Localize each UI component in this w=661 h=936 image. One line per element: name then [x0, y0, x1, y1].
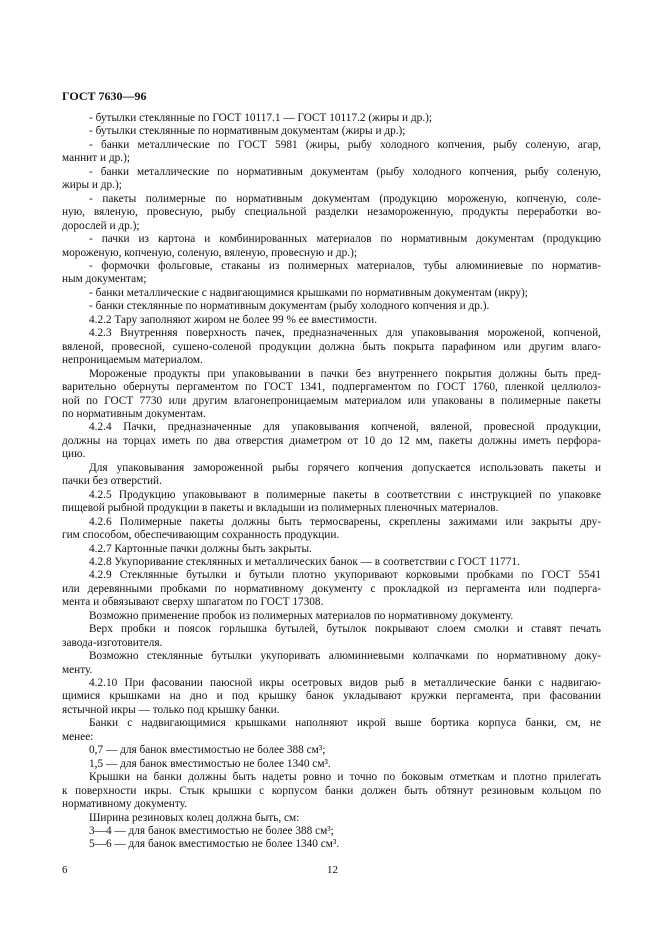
text-line: дорослей и др.); — [62, 219, 140, 232]
paragraph — [62, 300, 601, 313]
document-body — [62, 112, 601, 852]
text-line: 4.2.7 Картонные пачки должны быть закрыты. — [89, 542, 312, 555]
text-line: - пакеты полимерные по нормативным документам (продукцию мороженую, копченую, соле- — [89, 192, 601, 205]
text-line: должны на торцах иметь по два отверстия диаметром от 10 до 12 мм, пакеты должны иметь перфора- — [62, 434, 601, 447]
text-line: Мороженые продукты при упаковывании в пачки без внутреннего покрытия должны быть пред- — [89, 367, 601, 380]
paragraph — [62, 650, 601, 677]
text-line: Возможно применение пробок из полимерных материалов по нормативному документу. — [89, 609, 514, 622]
text-line: мента и обвязывают сверху шпагатом по ГОСТ 17308. — [62, 596, 324, 609]
paragraph — [62, 556, 601, 569]
text-line: завода-изготовителя. — [62, 636, 163, 649]
text-line: 3—4 — для банок вместимостью не более 388 см³; — [89, 825, 334, 838]
paragraph — [62, 421, 601, 461]
text-line: 4.2.6 Полимерные пакеты должны быть термосварены, скреплены зажимами или закрыты дру- — [89, 515, 601, 528]
text-line: ястычной икры — только под крышку банки. — [62, 703, 280, 716]
text-line: 4.2.2 Тару заполняют жиром не более 99 % ее вместимости. — [89, 313, 378, 326]
text-line: ную, вяленую, провесную, рыбу специальной разделки незамороженную, продукты переработки во- — [62, 206, 601, 219]
text-line: 5—6 — для банок вместимостью не более 1340 см³. — [89, 838, 340, 851]
text-line: - банки металлические по ГОСТ 5981 (жиры, рыбу холодного копчения, рыбу соленую, агар, — [89, 138, 601, 151]
paragraph — [62, 771, 601, 811]
paragraph — [62, 543, 601, 556]
text-line: - бутылки стеклянные по ГОСТ 10117.1 — ГОСТ 10117.2 (жиры и др.); — [89, 112, 433, 124]
text-line: - банки металлические по нормативным документам (рыбу холодного копчения, рыбу соленую, — [89, 165, 601, 178]
text-line: - пачки из картона и комбинированных материалов по нормативным документам (продукцию — [89, 233, 601, 246]
paragraph — [62, 569, 601, 609]
paragraph — [62, 166, 601, 193]
text-line: нормативному документу. — [62, 798, 187, 811]
text-line: пищевой рыбной продукции в пакеты и вкладыши из полимерных пленочных материалов. — [62, 502, 499, 515]
paragraph — [62, 744, 601, 757]
text-line: Ширина резиновых колец должна быть, см: — [89, 811, 300, 824]
text-line: 4.2.10 При фасовании паюсной икры осетровых видов рыб в металлические банки с надвигаю- — [89, 677, 601, 690]
paragraph — [62, 233, 601, 260]
text-line: - формочки фольговые, стаканы из полимерных материалов, тубы алюминиевые по норматив- — [89, 259, 601, 272]
paragraph — [62, 717, 601, 744]
text-line: 4.2.8 Укупоривание стеклянных и металлических банок — в соответствии с ГОСТ 11771. — [89, 555, 520, 568]
paragraph — [62, 825, 601, 838]
text-line: Возможно стеклянные бутылки укупоривать алюминиевыми колпачками по нормативному доку- — [89, 650, 601, 663]
paragraph — [62, 516, 601, 543]
text-line: 0,7 — для банок вместимостью не более 388 см³; — [89, 744, 326, 757]
paragraph — [62, 327, 601, 367]
page-number-center: 12 — [327, 864, 338, 876]
paragraph — [62, 462, 601, 489]
text-line: менее: — [62, 730, 94, 743]
text-line: по нормативным документам. — [62, 407, 206, 420]
text-line: 4.2.9 Стеклянные бутылки и бутыли плотно укупоривают корковыми пробками по ГОСТ 5541 — [89, 569, 601, 582]
text-line: 1,5 — для банок вместимостью не более 1340 см³. — [89, 757, 331, 770]
paragraph — [62, 139, 601, 166]
text-line: щимися крышками на дно и под крышку банок укладывают кружки пергамента, при фасовании — [62, 690, 601, 703]
text-line: менту. — [62, 663, 93, 676]
text-line: непроницаемым материалом. — [62, 354, 203, 367]
text-line: ной по ГОСТ 7730 или другим влагонепроницаемым материалом или упакованы в полимерные пакеты — [62, 394, 601, 407]
paragraph — [62, 623, 601, 650]
text-line: жиры и др.); — [62, 179, 122, 192]
text-line: мороженую, копченую, соленую, вяленую, провесную и др.); — [62, 246, 357, 259]
page-number-left: 6 — [62, 864, 68, 876]
paragraph — [62, 489, 601, 516]
paragraph — [62, 260, 601, 287]
paragraph — [62, 758, 601, 771]
paragraph — [62, 193, 601, 233]
text-line: Крышки на банки должны быть надеты ровно и точно по боковым отметкам и плотно прилегать — [89, 771, 601, 784]
text-line: Верх пробки и поясок горлышка бутылей, бутылок покрывают слоем смолки и ставят печать — [89, 623, 601, 636]
paragraph — [62, 314, 601, 327]
text-line: к поверхности икры. Стык крышки с корпусом банки должен быть обтянут резиновым кольцом по — [62, 784, 601, 797]
text-line: 4.2.5 Продукцию упаковывают в полимерные пакеты в соответствии с инструкцией по упаковке — [89, 488, 601, 501]
text-line: 4.2.3 Внутренняя поверхность пачек, предназначенных для упаковывания мороженой, копченой, — [89, 327, 601, 340]
text-line: Банки с надвигающимися крышками наполняют икрой выше бортика корпуса банки, см, не — [89, 717, 601, 730]
text-line: варительно обернуты пергаментом по ГОСТ 1341, подпергаментом по ГОСТ 1760, пленкой целлюлоз- — [62, 381, 601, 394]
paragraph — [62, 677, 601, 717]
text-line: Для упаковывания замороженной рыбы горячего копчения допускается использовать пакеты и — [89, 461, 601, 474]
text-line: - банки стеклянные по нормативным документам (рыбу холодного копчения и др.). — [89, 300, 490, 313]
document-header: ГОСТ 7630—96 — [62, 89, 147, 103]
text-line: - бутылки стеклянные по нормативным документам (жиры и др.); — [89, 125, 406, 138]
paragraph — [62, 125, 601, 138]
text-line: 4.2.4 Пачки, предназначенные для упаковывания копченой, вяленой, провесной продукции, — [89, 421, 601, 434]
paragraph — [62, 838, 601, 851]
text-line: гим способом, обеспечивающим сохранность продукции. — [62, 529, 340, 542]
text-line: маннит и др.); — [62, 152, 130, 165]
text-line: цию. — [62, 448, 86, 461]
paragraph — [62, 368, 601, 422]
paragraph — [62, 112, 601, 125]
text-line: ным документам; — [62, 273, 147, 286]
text-line: пачки без отверстий. — [62, 475, 162, 488]
paragraph — [62, 812, 601, 825]
text-line: - банки металлические с надвигающимися крышками по нормативным документам (икру); — [89, 286, 528, 299]
paragraph — [62, 610, 601, 623]
text-line: или деревянными пробками по нормативному документу с прокладкой из пергамента или подперга- — [62, 582, 601, 595]
text-line: вяленой, провесной, сушено-соленой продукции должна быть покрыта парафином или другим влаго- — [62, 340, 601, 353]
paragraph — [62, 287, 601, 300]
